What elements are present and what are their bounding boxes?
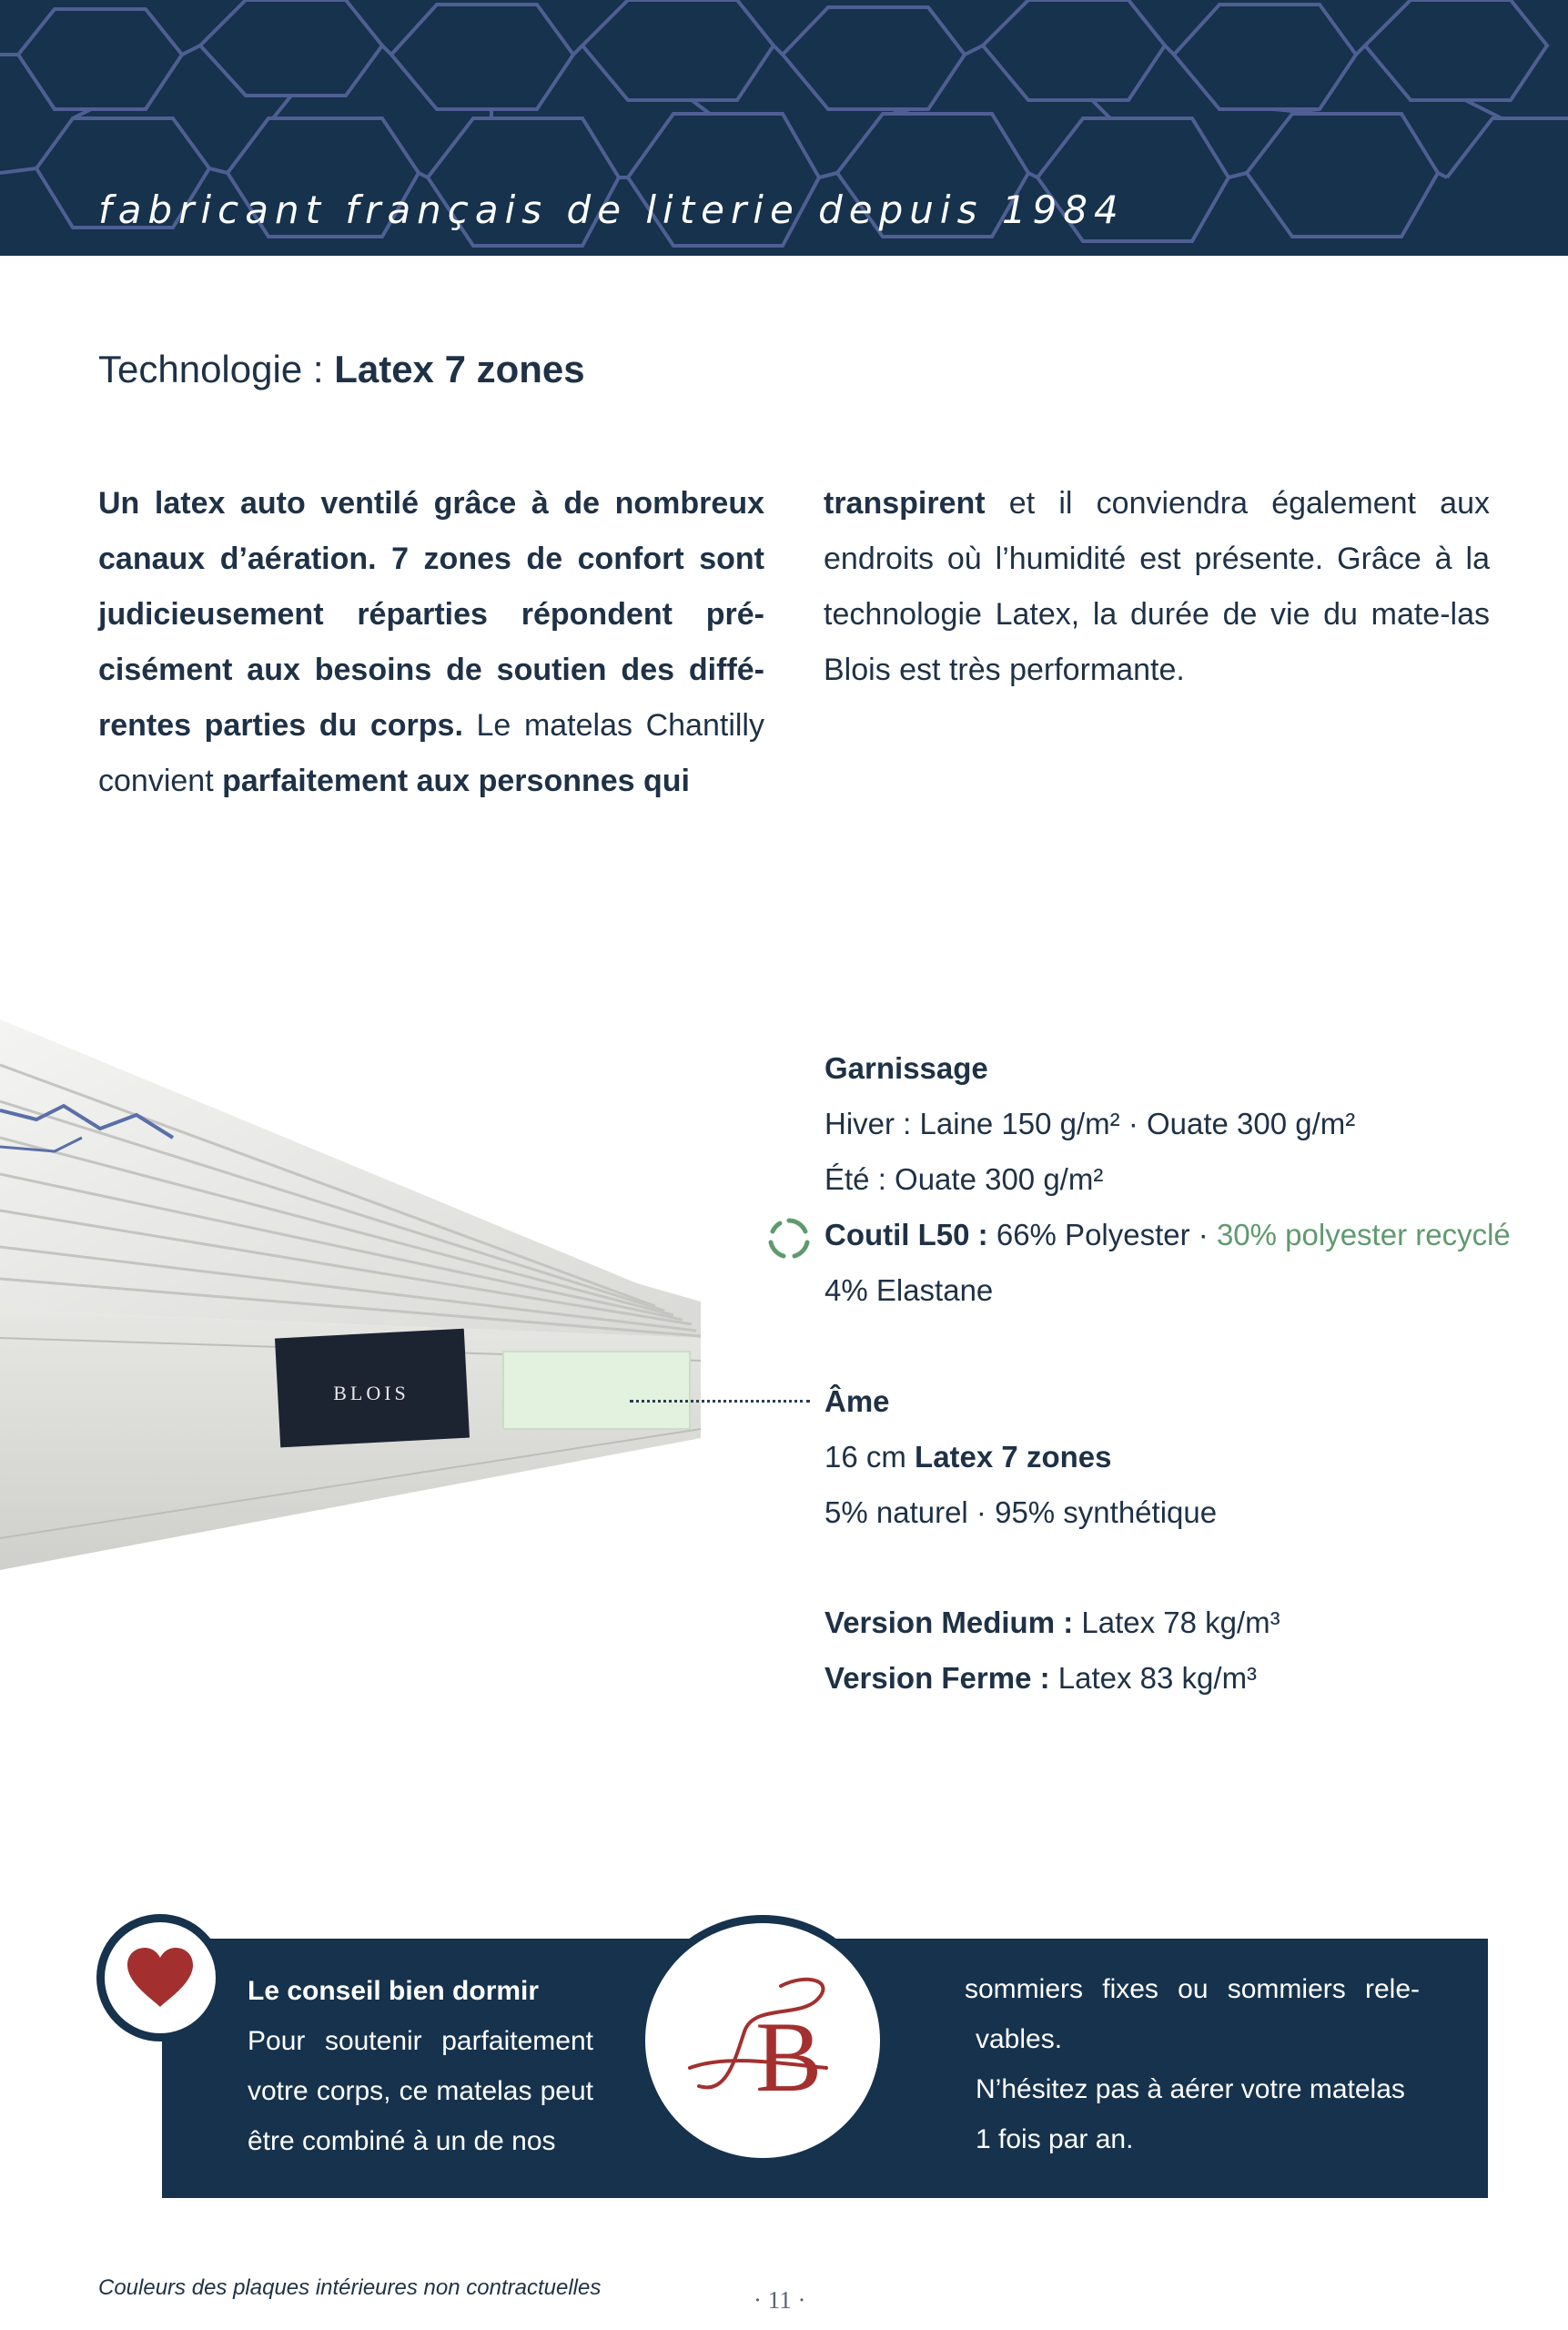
version-medium-label: Version Medium : xyxy=(824,1606,1074,1639)
section-title-prefix: Technologie : xyxy=(98,348,335,390)
ame-heading: Âme xyxy=(824,1384,890,1418)
recycle-icon xyxy=(767,1217,811,1261)
brand-monogram-logo xyxy=(672,1968,854,2113)
tip-right-line-1: sommiers fixes ou sommiers rele- xyxy=(965,1974,1420,2004)
garnissage-coutil xyxy=(824,1207,1511,1262)
intro-left-column xyxy=(98,476,764,809)
footer-note: Couleurs des plaques intérieures non contractuelles xyxy=(98,2275,602,2300)
coutil-recycled: 30% polyester recyclé xyxy=(1216,1218,1511,1251)
coutil-value: 66% Polyester · xyxy=(987,1218,1217,1251)
intro-right-column xyxy=(824,476,1490,698)
versions-block xyxy=(824,1595,1280,1706)
svg-text:B: B xyxy=(755,2001,823,2112)
tip-right-line-4: 1 fois par an. xyxy=(976,2124,1134,2154)
version-ferme xyxy=(824,1650,1280,1706)
header-banner xyxy=(0,0,1568,256)
garnissage-heading: Garnissage xyxy=(824,1051,988,1085)
ame-line-1 xyxy=(824,1429,1217,1484)
ame-line-2: 5% naturel · 95% synthétique xyxy=(824,1495,1218,1529)
intro-left-bold-end: parfaitement aux personnes qui xyxy=(222,764,690,798)
heart-icon xyxy=(126,1947,195,2009)
tip-right-text xyxy=(965,1964,1420,2164)
coutil-label: Coutil L50 : xyxy=(824,1218,988,1251)
intro-right-bold: transpirent xyxy=(824,486,986,521)
garnissage-ete: Été : Ouate 300 g/m² xyxy=(824,1162,1104,1196)
tip-left-text xyxy=(248,1966,593,2166)
tip-right-line-3: N’hésitez pas à aérer votre matelas xyxy=(976,2074,1405,2104)
intro-left-regular: Le matelas Chantilly convient xyxy=(98,708,764,798)
version-medium xyxy=(824,1595,1280,1650)
ame-block xyxy=(824,1373,1217,1540)
page-number: · 11 · xyxy=(754,2286,806,2314)
ame-line-1-bold: Latex 7 zones xyxy=(915,1440,1112,1474)
garnissage-elastane: 4% Elastane xyxy=(824,1273,994,1307)
section-title xyxy=(98,348,585,391)
section-title-bold: Latex 7 zones xyxy=(334,348,585,390)
mattress-illustration xyxy=(0,1001,710,1584)
tip-right-line-2: vables. xyxy=(976,2024,1063,2054)
garnissage-hiver: Hiver : Laine 150 g/m² · Ouate 300 g/m² xyxy=(824,1107,1356,1140)
tip-title: Le conseil bien dormir xyxy=(248,1976,540,2006)
version-ferme-label: Version Ferme : xyxy=(824,1661,1050,1695)
brand-monogram-badge xyxy=(637,1915,888,2166)
heart-badge xyxy=(96,1914,224,2041)
version-ferme-value: Latex 83 kg/m³ xyxy=(1049,1661,1258,1695)
ame-line-1-prefix: 16 cm xyxy=(824,1440,916,1474)
mattress-label-text: BLOIS xyxy=(333,1382,410,1404)
version-medium-value: Latex 78 kg/m³ xyxy=(1073,1606,1280,1639)
intro-left-bold: Un latex auto ventilé grâce à de nombreux canaux d’aération. 7 zones de confort sont judicieusement réparties répondent pré-cisément aux besoins de soutien des diffé-rentes parties du corps. xyxy=(98,486,764,743)
header-tagline: fabricant français de literie depuis 1984 xyxy=(98,187,1125,232)
leader-line xyxy=(630,1400,810,1403)
tip-left-body: Pour soutenir parfaitement votre corps, ce matelas peut être combiné à un de nos xyxy=(248,2026,593,2156)
intro-right-regular: et il conviendra également aux endroits où l’humidité est présente. Grâce à la technologie Latex, la durée de vie du mate-las Blois est très performante. xyxy=(824,486,1490,687)
garnissage-block xyxy=(824,1040,1511,1318)
